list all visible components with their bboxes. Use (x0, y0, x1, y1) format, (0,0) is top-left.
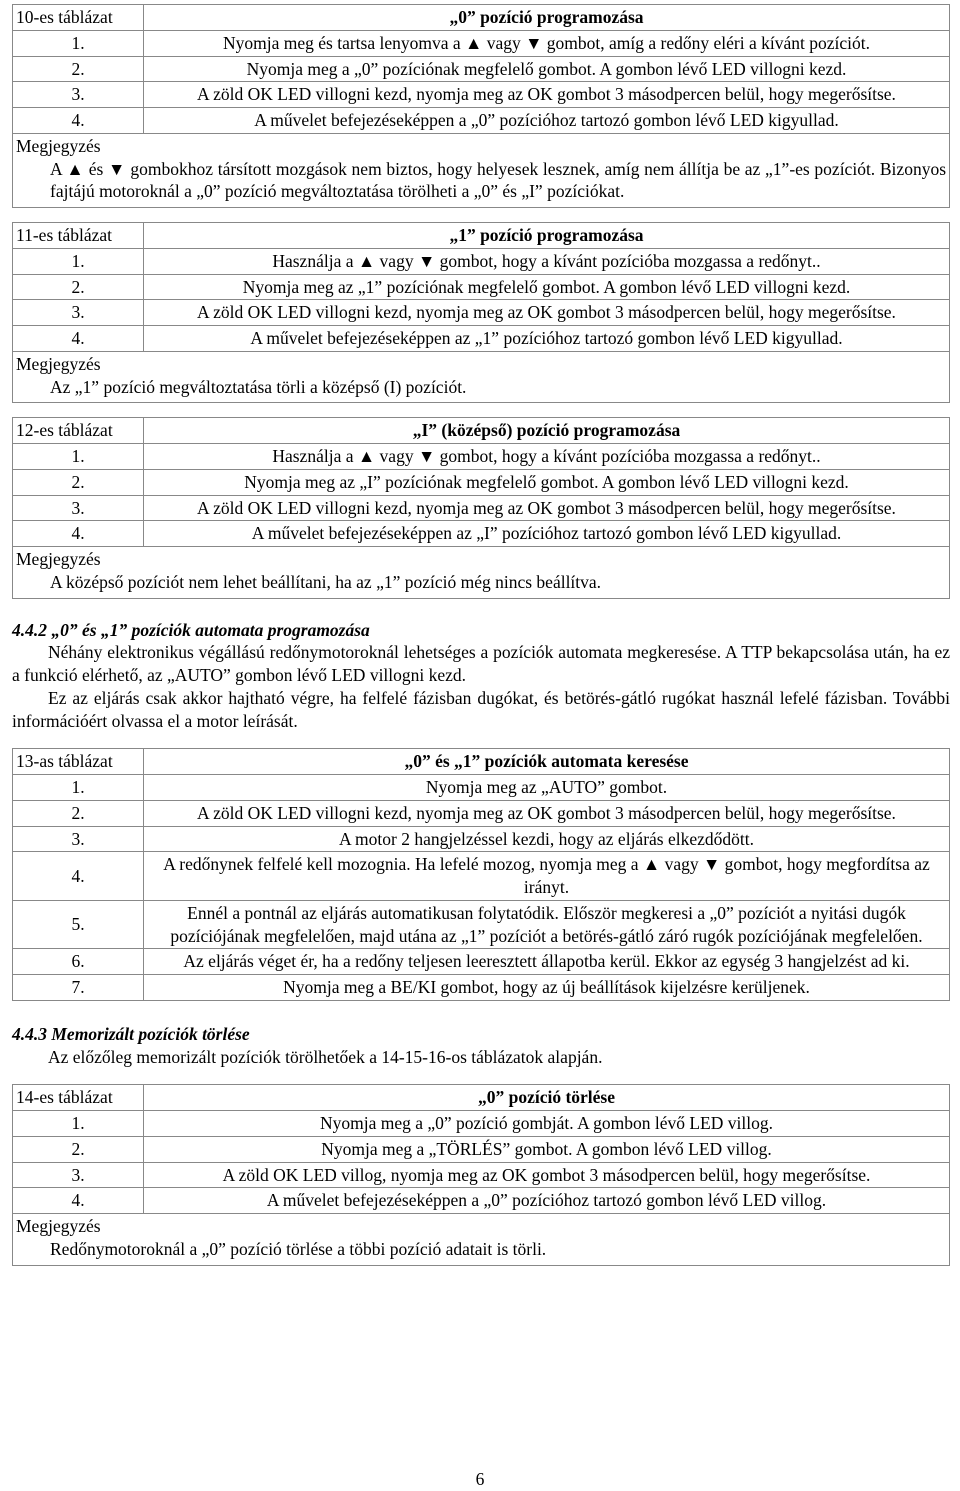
paragraph: Az előzőleg memorizált pozíciók törölhetőek a 14-15-16-os táblázatok alapján. (48, 1046, 603, 1067)
table-12 (12, 417, 950, 547)
table-row: 2. Nyomja meg az „I” pozíciónak megfelelő gombot. A gombon lévő LED villogni kezd. (13, 469, 950, 495)
table-10 (12, 4, 950, 134)
table-row: 7. Nyomja meg a BE/KI gombot, hogy az új beállítások kijelzésre kerüljenek. (13, 975, 950, 1001)
table-label: 10-es táblázat (13, 5, 144, 31)
table-row: 2. Nyomja meg az „1” pozíciónak megfelelő gombot. A gombon lévő LED villogni kezd. (13, 274, 950, 300)
table-13 (12, 748, 950, 1001)
table-row: 4. A redőnynek felfelé kell mozognia. Ha lefelé mozog, nyomja meg a ▲ vagy ▼ gombot, hogy megfordítsa az irányt. (13, 852, 950, 901)
table-row: 5. Ennél a pontnál az eljárás automatikusan folytatódik. Először megkeresi a „0” pozíciót a nyitási dugók pozíciójának megfelelően, majd utána az „1” pozíciót a betörés-gátló záró rugók pozíciójának megfelelően. (13, 900, 950, 949)
table-row: 2. Nyomja meg a „TÖRLÉS” gombot. A gombon lévő LED villog. (13, 1136, 950, 1162)
table-row: 3. A zöld OK LED villogni kezd, nyomja meg az OK gombot 3 másodpercen belül, hogy megerősítse. (13, 82, 950, 108)
table-row: 6. Az eljárás véget ér, ha a redőny teljesen leeresztett állapotba kerül. Ekkor az egység 3 hangjelzést ad ki. (13, 949, 950, 975)
note-box (12, 352, 950, 404)
table-row: 1. Használja a ▲ vagy ▼ gombot, hogy a kívánt pozícióba mozgassa a redőnyt.. (13, 444, 950, 470)
section-title: 4.4.2 „0” és „1” pozíciók automata programozása (12, 619, 370, 640)
table-14 (12, 1084, 950, 1214)
table-label: 11-es táblázat (13, 223, 144, 249)
note-box (12, 1214, 950, 1266)
paragraph: Ez az eljárás csak akkor hajtható végre, ha felfelé fázisban dugókat, és betörés-gátló rugókat használ lefelé fázisban. További információért olvassa el a motor leírását. (12, 687, 950, 731)
table-row: 3. A zöld OK LED villogni kezd, nyomja meg az OK gombot 3 másodpercen belül, hogy megerősítse. (13, 495, 950, 521)
table-title: „0” pozíció törlése (144, 1085, 950, 1111)
table-row: 1. Nyomja meg az „AUTO” gombot. (13, 775, 950, 801)
table-row: 4. A művelet befejezéseképpen az „1” pozícióhoz tartozó gombon lévő LED kigyullad. (13, 326, 950, 352)
table-title: „1” pozíció programozása (144, 223, 950, 249)
note-box (12, 134, 950, 208)
table-row: 1. Nyomja meg a „0” pozíció gombját. A gombon lévő LED villog. (13, 1111, 950, 1137)
table-row: 3. A zöld OK LED villog, nyomja meg az OK gombot 3 másodpercen belül, hogy megerősítse. (13, 1162, 950, 1188)
table-label: 12-es táblázat (13, 418, 144, 444)
page-number: 6 (475, 1469, 485, 1489)
paragraph: Néhány elektronikus végállású redőnymotoroknál lehetséges a pozíciók automata megkeresése. A TTP bekapcsolása után, ha ez a funkció elérhető, az „AUTO” gombon lévő LED villogni kezd. (12, 642, 950, 685)
table-label: 14-es táblázat (13, 1085, 144, 1111)
table-11 (12, 222, 950, 352)
note-label: Megjegyzés (16, 353, 101, 374)
note-label: Megjegyzés (16, 1216, 101, 1236)
table-title: „0” és „1” pozíciók automata keresése (144, 749, 950, 775)
note-label: Megjegyzés (16, 549, 101, 569)
table-row: 3. A motor 2 hangjelzéssel kezdi, hogy az eljárás elkezdődött. (13, 826, 950, 852)
table-title: „I” (középső) pozíció programozása (144, 418, 950, 444)
table-row: 4. A művelet befejezéseképpen a „0” pozícióhoz tartozó gombon lévő LED villog. (13, 1188, 950, 1214)
note-text: Az „1” pozíció megváltoztatása törli a középső (I) pozíciót. (50, 376, 467, 397)
table-row: 4. A művelet befejezéseképpen az „I” pozícióhoz tartozó gombon lévő LED kigyullad. (13, 521, 950, 547)
table-title: „0” pozíció programozása (144, 5, 950, 31)
table-row: 4. A művelet befejezéseképpen a „0” pozícióhoz tartozó gombon lévő LED kigyullad. (13, 108, 950, 134)
note-text: A középső pozíciót nem lehet beállítani, ha az „1” pozíció még nincs beállítva. (50, 571, 602, 592)
note-box (12, 547, 950, 599)
table-row: 1. Nyomja meg és tartsa lenyomva a ▲ vagy ▼ gombot, amíg a redőny eléri a kívánt pozíciót. (13, 30, 950, 56)
table-row: 1. Használja a ▲ vagy ▼ gombot, hogy a kívánt pozícióba mozgassa a redőnyt.. (13, 248, 950, 274)
note-text: A ▲ és ▼ gombokhoz társított mozgások nem biztos, hogy helyesek lesznek, amíg nem állítja be az „1”-es pozíciót. Bizonyos fajtájú motoroknál a „0” pozíció megváltoztatása törölheti a „0” és „I” pozíciókat. (50, 158, 946, 202)
table-row: 3. A zöld OK LED villogni kezd, nyomja meg az OK gombot 3 másodpercen belül, hogy megerősítse. (13, 300, 950, 326)
table-label: 13-as táblázat (13, 749, 144, 775)
document-page (12, 4, 950, 1266)
table-row: 2. Nyomja meg a „0” pozíciónak megfelelő gombot. A gombon lévő LED villogni kezd. (13, 56, 950, 82)
table-row: 2. A zöld OK LED villogni kezd, nyomja meg az OK gombot 3 másodpercen belül, hogy megerősítse. (13, 800, 950, 826)
note-text: Redőnymotoroknál a „0” pozíció törlése a többi pozíció adatait is törli. (50, 1238, 547, 1259)
section-title: 4.4.3 Memorizált pozíciók törlése (12, 1023, 250, 1044)
note-label: Megjegyzés (16, 135, 101, 156)
